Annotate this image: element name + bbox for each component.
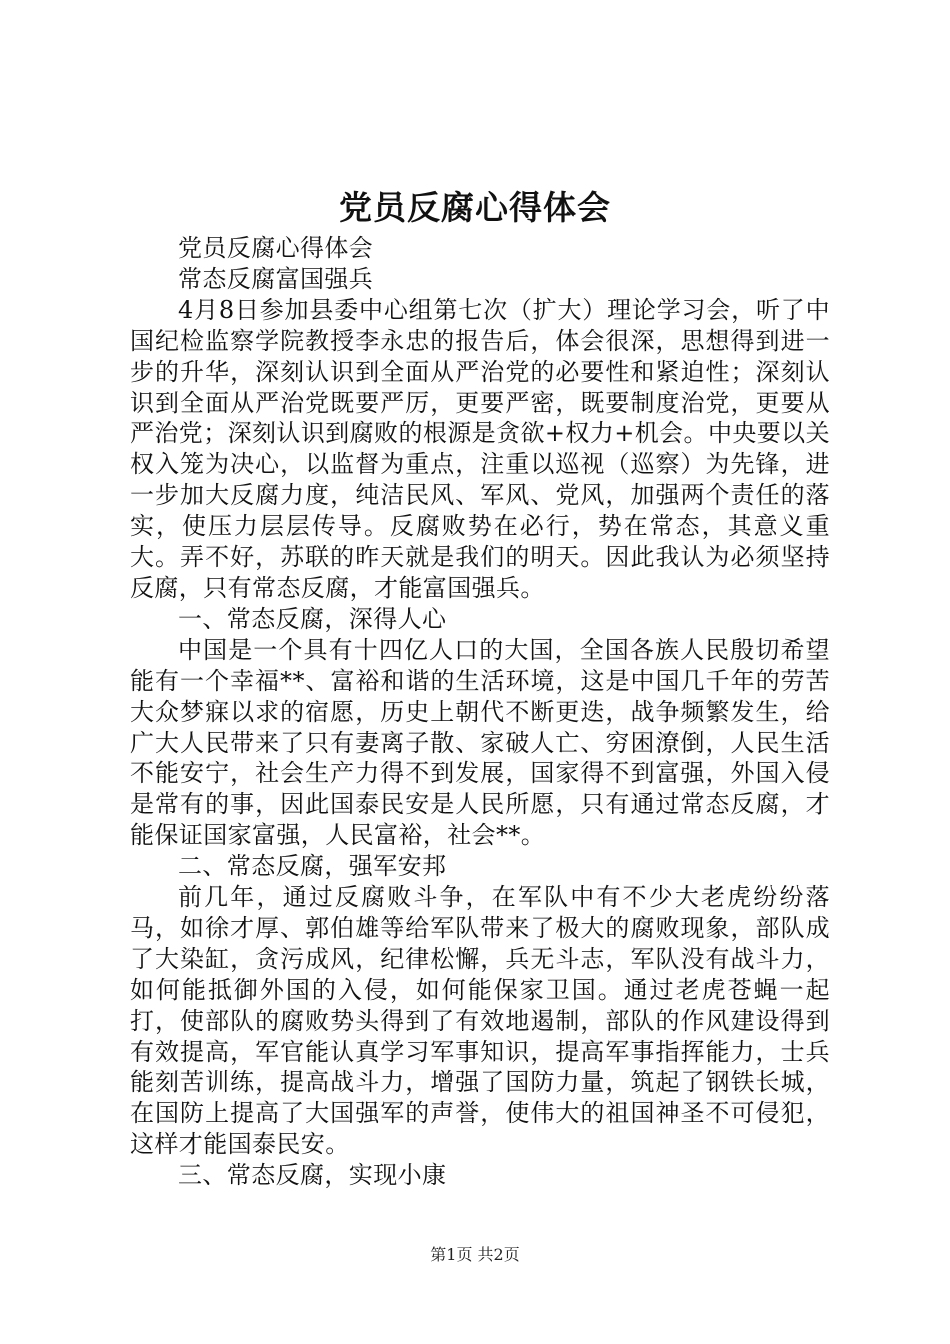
body-paragraph: 中国是一个具有十四亿人口的大国，全国各族人民殷切希望能有一个幸福**、富裕和谐的生活环境，这是中国几千年的劳苦大众梦寐以求的宿愿，历史上朝代不断更迭，战争频繁发生，给广大人民带来了只有妻离子散、家破人亡、穷困潦倒，人民生活不能安宁，社会生产力得不到发展，国家得不到富强，外国入侵是常有的事，因此国泰民安是人民所愿，只有通过常态反腐，才能保证国家富强，人民富裕，社会**。 bbox=[130, 635, 830, 850]
section-heading: 一、常态反腐，深得人心 bbox=[178, 604, 447, 633]
page-title: 党员反腐心得体会 bbox=[339, 188, 611, 227]
section-heading: 二、常态反腐，强军安邦 bbox=[178, 852, 447, 881]
body-paragraph: 4月8日参加县委中心组第七次（扩大）理论学习会，听了中国纪检监察学院教授李永忠的报告后，体会很深，思想得到进一步的升华，深刻认识到全面从严治党的必要性和紧迫性；深刻认识到全面从严治党既要严厉，更要严密，既要制度治党，更要从严治党；深刻认识到腐败的根源是贪欲+权力+机会。中央要以关权入笼为决心，以监督为重点，注重以巡视（巡察）为先锋，进一步加大反腐力度，纯洁民风、军风、党风，加强两个责任的落实，使压力层层传导。反腐败势在必行，势在常态，其意义重大。弄不好，苏联的昨天就是我们的明天。因此我认为必须坚持反腐，只有常态反腐，才能富国强兵。 bbox=[130, 295, 830, 602]
section-heading: 三、常态反腐，实现小康 bbox=[178, 1161, 447, 1190]
document-body bbox=[130, 233, 830, 1191]
subtitle-line: 党员反腐心得体会 bbox=[178, 234, 374, 262]
subtitle-line: 常态反腐富国强兵 bbox=[178, 264, 374, 293]
page-footer: 第1页 共2页 bbox=[430, 1245, 520, 1264]
body-paragraph: 前几年，通过反腐败斗争，在军队中有不少大老虎纷纷落马，如徐才厚、郭伯雄等给军队带来了极大的腐败现象，部队成了大染缸，贪污成风，纪律松懈，兵无斗志，军队没有战斗力，如何能抵御外国的入侵，如何能保家卫国。通过老虎苍蝇一起打，使部队的腐败势头得到了有效地遏制，部队的作风建设得到有效提高，军官能认真学习军事知识，提高军事指挥能力，士兵能刻苦训练，提高战斗力，增强了国防力量，筑起了钢铁长城，在国防上提高了大国强军的声誉，使伟大的祖国神圣不可侵犯，这样才能国泰民安。 bbox=[130, 883, 830, 1159]
